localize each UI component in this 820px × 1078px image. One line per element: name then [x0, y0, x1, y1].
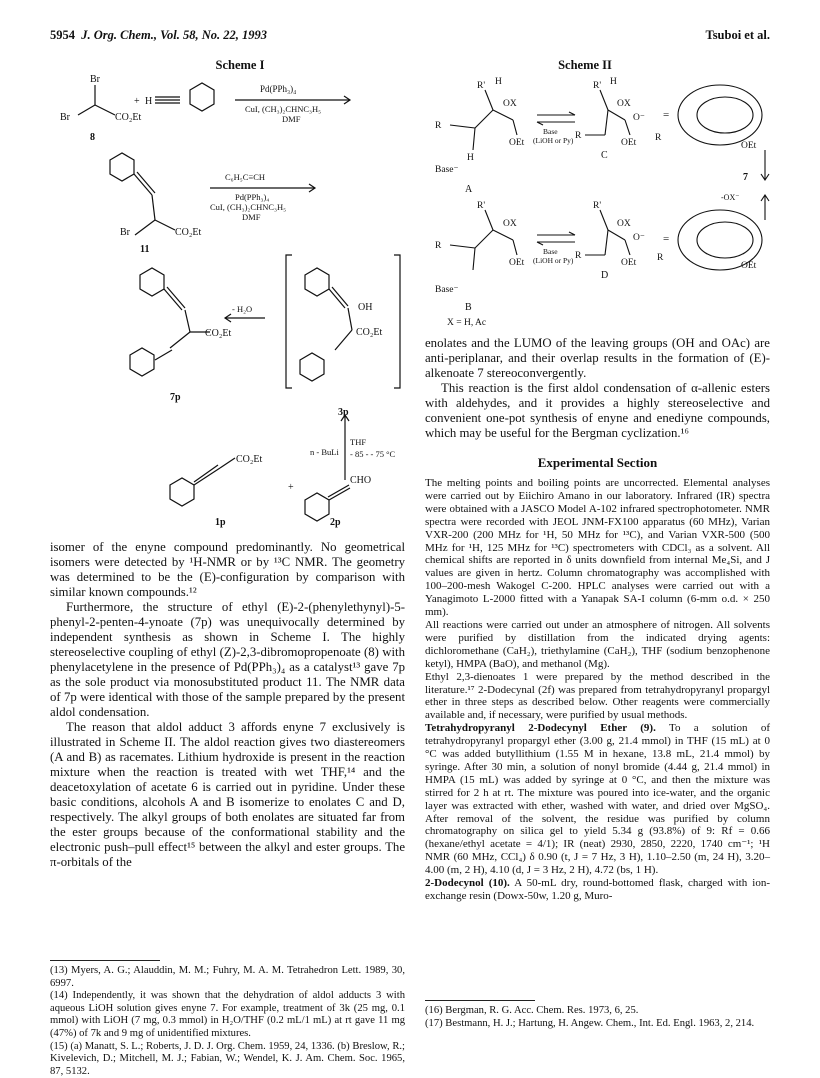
reagent2d: DMF	[242, 212, 261, 222]
s2-ox-a: OX	[503, 99, 517, 109]
s2-r-a: R	[435, 121, 442, 131]
s2-rprime-d: R'	[593, 201, 602, 211]
compound-9-heading: Tetrahydropyranyl 2-Dodecynyl Ether (9).	[425, 722, 656, 735]
s2-rprime-a: R'	[477, 81, 486, 91]
s2-base-b: Base⁻	[435, 285, 459, 295]
right-paragraph-2: This reaction is the first aldol condensation of α-allenic esters with aldehydes, and it provides a highly stereoselective and convenient one-pot synthesis of enyne and enediyne compounds, which may be useful for the Bergman cyclization.¹⁶	[425, 381, 770, 440]
footnote-15: (15) (a) Manatt, S. L.; Roberts, J. D. J. Org. Chem. 1959, 24, 1336. (b) Breslow, R.; Kivelevich, D.; Mitchell, M. J.; Fabian, W.; Wendel, K. J. Am. Chem. Soc. 1965, 87, 5132.	[50, 1040, 405, 1077]
experimental-paragraph-2: All reactions were carried out under an atmosphere of nitrogen. All solvents were purified by distillation from the indicated drying agents: dichloromethane (CaH₂), triethylamine (CaH₂), THF (sodium benzophenone ketyl), HMPA (BaO), and methanol (Mg).	[425, 618, 770, 670]
label-1p: 1p	[215, 517, 226, 528]
co2et-1p: CO₂Et	[236, 454, 263, 465]
s2-label-a: A	[465, 184, 473, 195]
footnote-rule-left	[50, 960, 160, 961]
right-column	[425, 336, 770, 903]
scheme1-figure	[60, 70, 410, 530]
scheme1-title: Scheme I	[215, 58, 265, 72]
s2-base-cond-2: Base	[543, 247, 558, 256]
footnote-14: (14) Independently, it was shown that the dehydration of aldol adducts 3 with aqueous LiOH solution gives enyne 7. For example, treatment of 3k (25 mg, 0.1 mmol) with LiOH (7 mg, 0.3 mmol) in H₂O/THF (0.2 mL/1 mL) at rt gave 11 mg (47%) of 7k and 9 mg of unidentified mixtures.	[50, 990, 405, 1039]
footnote-13: (13) Myers, A. G.; Alauddin, M. M.; Fuhry, M. A. M. Tetrahedron Lett. 1989, 30, 6997.	[50, 965, 405, 989]
br-label-1: Br	[90, 74, 100, 85]
experimental-paragraph-5	[425, 877, 770, 903]
s2-ox-b: OX	[503, 219, 517, 229]
reagent2a: C₆H₅C≡CH	[225, 172, 266, 182]
co2et-3p: CO₂Et	[356, 327, 383, 338]
s2-equiv-2: =	[663, 233, 670, 245]
s2-label-7: 7	[743, 172, 748, 183]
co2et-11: CO₂Et	[175, 227, 202, 238]
br-label-2: Br	[60, 112, 70, 123]
footnote-rule-right	[425, 1000, 535, 1001]
s2-rprime-c: R'	[593, 81, 602, 91]
footnote-16: (16) Bergman, R. G. Acc. Chem. Res. 1973, 6, 25.	[425, 1005, 639, 1016]
s2-oet-ts2: OEt	[741, 261, 757, 271]
s2-r-b: R	[435, 241, 442, 251]
compound-10-text: A 50-mL dry, round-bottomed flask, charged with ion-exchange resin (Dowx-50w, 1.20 g, Muro-	[425, 877, 770, 902]
reagent2c: CuI, (CH₃)₂CHNC₃H₅	[210, 202, 287, 212]
s2-xnote: X = H, Ac	[447, 318, 487, 328]
right-footnotes	[425, 1005, 770, 1030]
s2-h-a: H	[495, 77, 502, 87]
s2-base-cond2-2: (LiOH or Py)	[533, 256, 574, 265]
dehyd-label: - H₂O	[232, 304, 253, 314]
plus-2: +	[288, 482, 294, 493]
s2-r-ts1: R	[655, 133, 662, 143]
s2-r-ts2: R	[657, 253, 664, 263]
left-paragraph-3: The reason that aldol adduct 3 affords enyne 7 exclusively is illustrated in Scheme II. The aldol reaction gives two diastereomers (A and B) as racemates. Lithium hydroxide is present in the reaction mixture when the reaction is treated with wet THF,¹⁴ and the deacetoxylation of acetate 6 is carried out in pyridine. Under these basic conditions, alcohols A and B isomerize to enolates C and D, respectively. The alkyl groups of both enolates are situated far from the ester groups because of the conformational stability and the electronic push–pull effect¹⁵ between the alkyl and ester groups. The π-orbitals of the	[50, 720, 405, 869]
right-paragraph-1: enolates and the LUMO of the leaving groups (OH and OAc) are anti-periplanar, and their overlap results in the formation of (E)-alkenoate 7 stereoconvergently.	[425, 336, 770, 380]
compound-9-text: To a solution of tetrahydropyranyl propargyl ether (3.00 g, 21.4 mmol) in THF (15 mL) at 0 °C was added butyllithium (1.55 M in hexane, 13.8 mL, 21.4 mmol) by syringe. After 30 min, a solution of nonyl bromide (4.44 g, 21.4 mmol) in HMPA (15 mL) was added by syringe at 0 °C, and then the mixture was stirred for 2 h at rt. The mixture was poured into ice-water, and the organic layer was extracted with ether, washed with water, and dried over MgSO₄. After removal of the solvent, the residue was purified by column chromatography on silica gel to yield 5.34 g (93.8%) of 9: Rf = 0.66 (hexane/ethyl acetate = 4/1); IR (neat) 2930, 2850, 2220, 1740 cm⁻¹; ¹H NMR (60 MHz, CCl₄) δ 0.90 (t, J = 7 Hz, 3 H), 1.10–2.50 (m, 24 H), 3.20–4.00 (m, 2 H), 4.10 (d, J = 3 Hz, 2 H), 4.72 (bs, 1 H).	[425, 722, 771, 877]
s2-oet-d: OEt	[621, 258, 637, 268]
section-heading: Experimental Section	[537, 455, 658, 470]
reagent-top: Pd(PPh₃)₄	[260, 84, 297, 94]
s2-ominus-c: O⁻	[633, 113, 645, 123]
s2-oet-a: OEt	[509, 138, 525, 148]
experimental-paragraph-3: Ethyl 2,3-dienoates 1 were prepared by the method described in the literature.¹⁷ 2-Dodecynal (2f) was prepared from tetrahydropyranyl propargyl ether in three steps as described below. Other reagents were commercially available and, if necessary, were purified by usual methods.	[425, 670, 770, 722]
label-2p: 2p	[330, 517, 341, 528]
left-paragraph-2: Furthermore, the structure of ethyl (E)-2-(phenylethynyl)-5-phenyl-2-penten-4-ynoate (7p) was unequivocally determined by independent synthesis as shown in Scheme I. The highly stereoselective coupling of ethyl (Z)-2,3-dibromopropenoate (8) with phenylacetylene in the presence of Pd(PPh₃)₄ as a catalyst¹³ gave 7p as the sole product via monosubstituted product 11. The NMR data of 7p were identical with those of the sample prepared by the present aldol condensation.	[50, 600, 405, 719]
s2-oet-ts1: OEt	[741, 141, 757, 151]
experimental-paragraph-4	[425, 722, 770, 877]
co2et-7p: CO₂Et	[205, 328, 232, 339]
s2-base-cond-1: Base	[543, 127, 558, 136]
cond1b: DMF	[282, 114, 301, 124]
s2-label-d: D	[601, 270, 609, 281]
left-paragraph-1: isomer of the enyne compound predominantly. No geometrical isomers were detected by ¹H-NMR or by ¹³C NMR. The geometry was determined to be the (E)-configuration by comparison with similar known compounds.¹²	[50, 540, 405, 599]
s2-h-c: H	[610, 77, 617, 87]
experimental-paragraph-1: The melting points and boiling points are uncorrected. Elemental analyses were carried out by Eiichiro Amano in our laboratory. Infrared (IR) spectra were obtained with a JASCO Model A-102 infrared spectrophotometer. NMR spectra were recorded with JEOL JNM-FX100 apparatus (60 MHz), Varian VXR-200 (200 MHz for ¹H, 50 MHz for ¹³C), and Varian VXR-500 (500 MHz for ¹H, 125 MHz for ¹³C) spectrometers with CDCl₃ as a solvent. All chemical shifts are reported in δ units downfield from internal Me₄Si, and J values are given in hertz. Column chromatography was accomplished with 100–200-mesh Wakogel C-200. HPLC analyses were carried out with a Yanagimoto L-2000 fitted with a Yanapak SA-I column (6-mm o.d. × 250 mm).	[425, 477, 770, 619]
s2-base-cond2-1: (LiOH or Py)	[533, 136, 574, 145]
reagent2b: Pd(PPh₃)₄	[235, 192, 270, 202]
running-authors: Tsuboi et al.	[705, 28, 770, 42]
footnote-17: (17) Bestmann, H. J.; Hartung, H. Angew. Chem., Int. Ed. Engl. 1963, 2, 214.	[425, 1017, 755, 1029]
s2-oet-b: OEt	[509, 258, 525, 268]
s2-r-c: R	[575, 131, 582, 141]
s2-oet-c: OEt	[621, 138, 637, 148]
cond1: CuI, (CH₃)₂CHNC₃H₅	[245, 104, 322, 114]
s2-ox-c: OX	[617, 99, 631, 109]
plus-1: +	[134, 96, 140, 107]
label-7p: 7p	[170, 392, 181, 403]
temp-label: - 85 - - 75 °C	[350, 449, 396, 459]
s2-label-c: C	[601, 150, 608, 161]
scheme2-title: Scheme II	[558, 58, 612, 72]
compound-10-heading: 2-Dodecynol (10).	[425, 877, 510, 890]
label-3p: 3p	[338, 407, 349, 418]
s2-base-a: Base⁻	[435, 165, 459, 175]
label-11: 11	[140, 244, 150, 255]
thf-label: THF	[350, 437, 367, 447]
s2-ominus-d: O⁻	[633, 233, 645, 243]
s2-rprime-b: R'	[477, 201, 486, 211]
page-journal: 5954 J. Org. Chem., Vol. 58, No. 22, 1993	[50, 28, 268, 42]
br-label-11: Br	[120, 227, 130, 238]
s2-ox-d: OX	[617, 219, 631, 229]
running-header	[50, 28, 770, 48]
s2-minus-ox: -OX⁻	[721, 193, 740, 202]
left-column	[50, 540, 405, 870]
cho-2p: CHO	[350, 475, 372, 486]
base-label: n - BuLi	[310, 447, 339, 457]
oh-3p: OH	[358, 302, 373, 313]
scheme2-figure	[425, 70, 770, 330]
s2-equiv-1: =	[663, 109, 670, 121]
h-label-1: H	[145, 96, 153, 107]
label-8: 8	[90, 132, 95, 143]
s2-label-b: B	[465, 302, 472, 313]
s2-r-d: R	[575, 251, 582, 261]
s2-h2-a: H	[467, 153, 474, 163]
co2et-8: CO₂Et	[115, 112, 142, 123]
left-footnotes	[50, 965, 405, 1078]
